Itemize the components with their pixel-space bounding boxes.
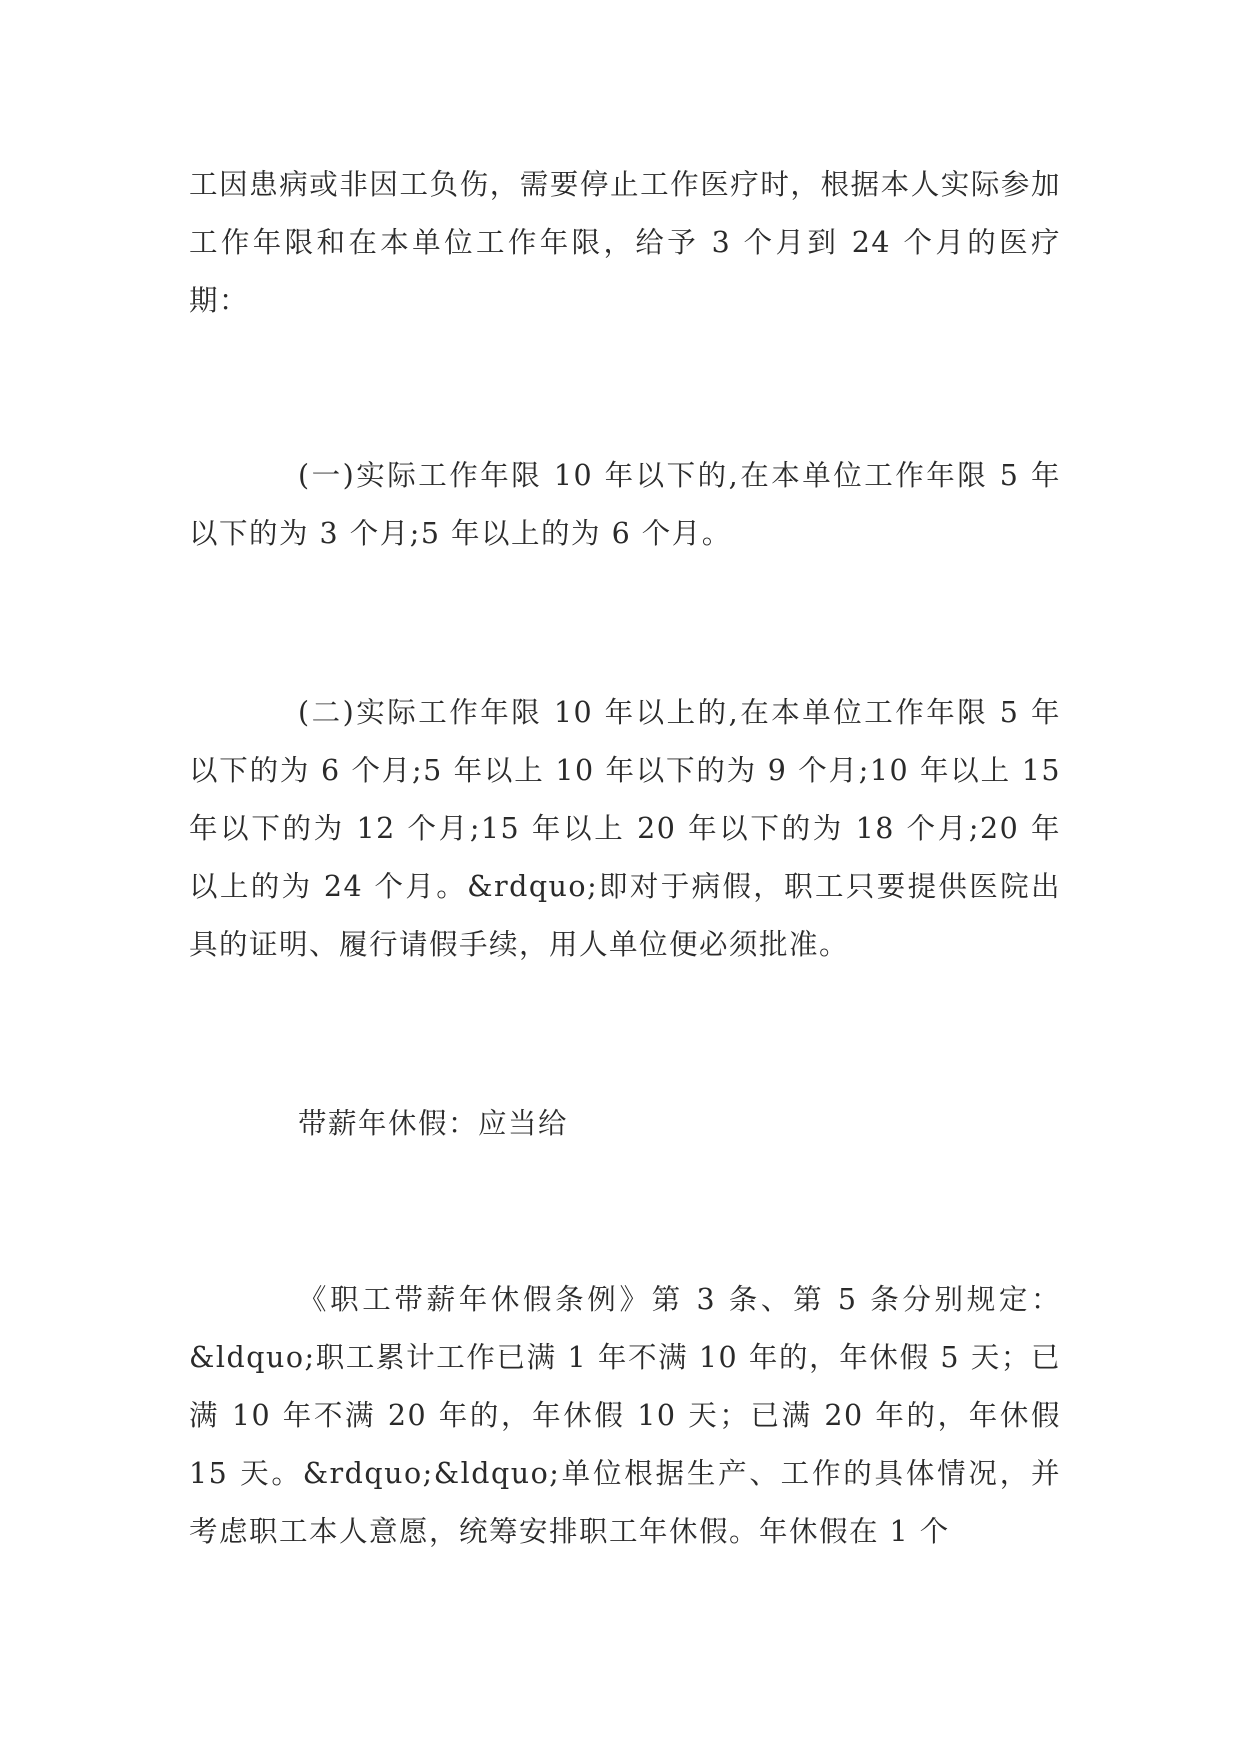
- paragraph-annual-leave-regulation: 《职工带薪年休假条例》第 3 条、第 5 条分别规定：&ldquo;职工累计工作已满 1 年不满 10 年的，年休假 5 天；已满 10 年不满 20 年的，年休假 10 天；已满 20 年的，年休假 15 天。&rdquo;&ldquo;单位根据生产、工作的具体情况，并考虑职工本人意愿，统筹安排职工年休假。年休假在 1 个: [189, 1283, 1061, 1548]
- paragraph-annual-leave-heading: 带薪年休假：应当给: [298, 1107, 569, 1140]
- paragraph-clause-one: (一)实际工作年限 10 年以下的,在本单位工作年限 5 年以下的为 3 个月;5 年以上的为 6 个月。: [189, 459, 1061, 550]
- paragraph-medical-period-intro: 工因患病或非因工负伤，需要停止工作医疗时，根据本人实际参加工作年限和在本单位工作年限，给予 3 个月到 24 个月的医疗期：: [189, 168, 1061, 317]
- paragraph-clause-two: (二)实际工作年限 10 年以上的,在本单位工作年限 5 年以下的为 6 个月;5 年以上 10 年以下的为 9 个月;10 年以上 15 年以下的为 12 个月;15 年以上 20 年以下的为 18 个月;20 年以上的为 24 个月。&rdquo;即对于病假，职工只要提供医院出具的证明、履行请假手续，用人单位便必须批准。: [189, 696, 1061, 961]
